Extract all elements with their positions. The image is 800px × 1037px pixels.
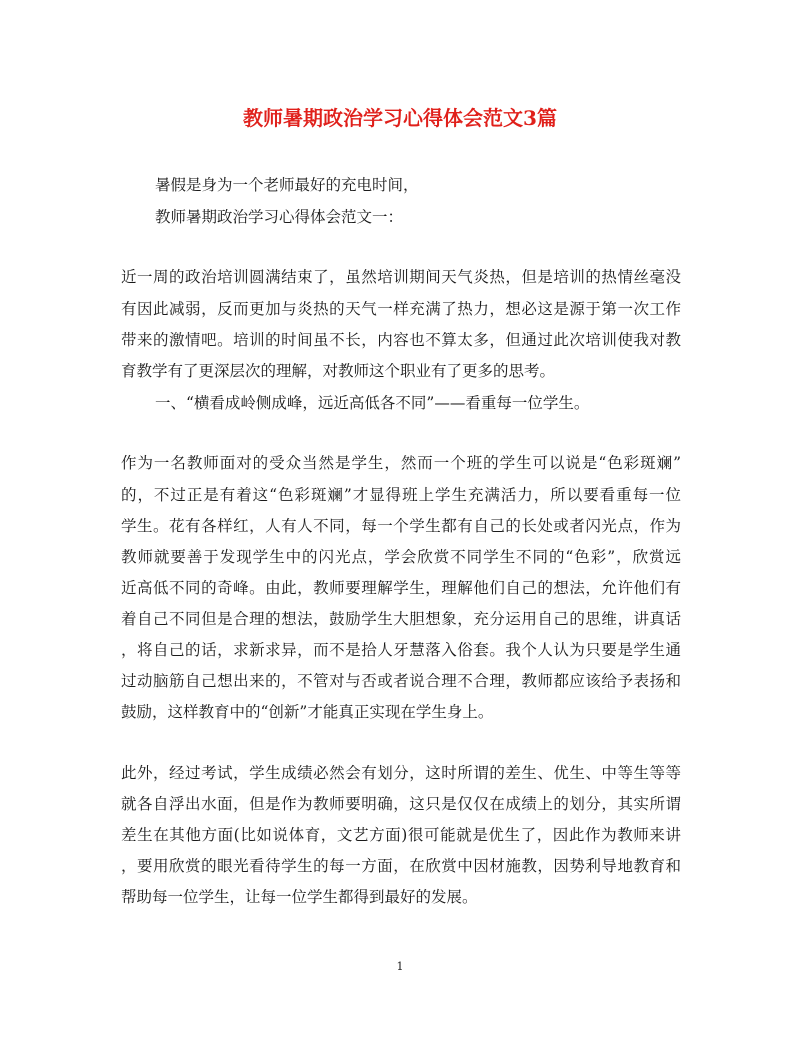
paragraph-line: 有因此减弱，反而更加与炎热的天气一样充满了热力，想必这是源于第一次工作 bbox=[121, 300, 681, 318]
paragraph-line: 作为一名教师面对的受众当然是学生，然而一个班的学生可以说是“色彩斑斓” bbox=[121, 454, 681, 472]
section-heading: 一、“横看成岭侧成峰，远近高低各不同”——看重每一位学生。 bbox=[155, 394, 590, 412]
paragraph-line: ，将自己的话，求新求异，而不是拾人牙慧落入俗套。我个人认为只要是学生通 bbox=[121, 641, 681, 659]
paragraph-line: 近一周的政治培训圆满结束了，虽然培训期间天气炎热，但是培训的热情丝毫没 bbox=[121, 268, 681, 286]
intro-line: 教师暑期政治学习心得体会范文一： bbox=[155, 208, 404, 226]
paragraph-line: 育教学有了更深层次的理解，对教师这个职业有了更多的思考。 bbox=[121, 362, 556, 380]
paragraph-line: 教师就要善于发现学生中的闪光点，学会欣赏不同学生不同的“色彩”，欣赏远 bbox=[121, 548, 681, 566]
paragraph-line: 过动脑筋自己想出来的，不管对与否或者说合理不合理，教师都应该给予表扬和 bbox=[121, 672, 681, 690]
paragraph-line: 此外，经过考试，学生成绩必然会有划分，这时所谓的差生、优生、中等生等等 bbox=[121, 764, 681, 782]
document-title: 教师暑期政治学习心得体会范文3篇 bbox=[243, 106, 557, 130]
paragraph-line: 帮助每一位学生，让每一位学生都得到最好的发展。 bbox=[121, 888, 478, 906]
paragraph-line: 差生在其他方面(比如说体育，文艺方面)很可能就是优生了，因此作为教师来讲 bbox=[121, 826, 681, 844]
paragraph-line: 着自己不同但是合理的想法，鼓励学生大胆想象，充分运用自己的思维，讲真话 bbox=[121, 610, 681, 628]
page-number: 1 bbox=[396, 960, 404, 973]
paragraph-line: 近高低不同的奇峰。由此，教师要理解学生，理解他们自己的想法，允许他们有 bbox=[121, 579, 681, 597]
paragraph-line: 的，不过正是有着这“色彩斑斓”才显得班上学生充满活力，所以要看重每一位 bbox=[121, 486, 681, 504]
paragraph-line: 就各自浮出水面，但是作为教师要明确，这只是仅仅在成绩上的划分，其实所谓 bbox=[121, 795, 681, 813]
paragraph-line: ，要用欣赏的眼光看待学生的每一方面，在欣赏中因材施教，因势利导地教育和 bbox=[121, 857, 681, 875]
paragraph-line: 学生。花有各样红，人有人不同，每一个学生都有自己的长处或者闪光点，作为 bbox=[121, 517, 681, 535]
paragraph-line: 鼓励，这样教育中的“创新”才能真正实现在学生身上。 bbox=[121, 703, 494, 721]
intro-line: 暑假是身为一个老师最好的充电时间， bbox=[155, 176, 419, 194]
paragraph-line: 带来的激情吧。培训的时间虽不长，内容也不算太多，但通过此次培训使我对教 bbox=[121, 331, 681, 349]
